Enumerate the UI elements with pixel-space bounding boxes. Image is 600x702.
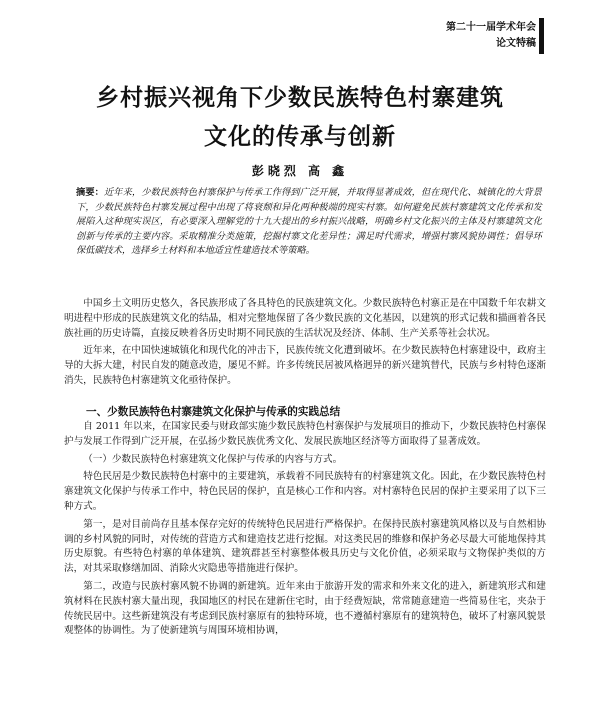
intro-body — [64, 297, 546, 392]
abstract — [76, 186, 542, 259]
intro-paragraph-2: 近年来，在中国快速城镇化和现代化的冲击下，民族传统文化遭到破坏。在少数民族特色村寨建设中，政府主导的大拆大建，村民自发的随意改造，屡见不鲜。许多传统民居被风格迥异的新兴建筑替代，民族与乡村特色逐渐消失，民族特色村寨建筑文化亟待保护。 — [64, 345, 546, 386]
section-paragraph-1: 自 2011 年以来，在国家民委与财政部实施少数民族特色村寨保护与发展项目的推动下，少数民族特色村寨保护与发展工作得到广泛开展，在弘扬少数民族优秀文化、发展民族地区经济等方面取得了显著成效。 — [64, 421, 546, 447]
title-line-1: 乡村振兴视角下少数民族特色村寨建筑 — [96, 84, 504, 111]
authors: 彭晓烈 高 鑫 — [251, 164, 349, 178]
subsection-heading: （一）少数民族特色村寨建筑文化保护与传承的内容与方式。 — [83, 453, 343, 465]
abstract-text: 近年来，少数民族特色村寨保护与传承工作得到广泛开展，并取得显著成效，但在现代化、城镇化的大背景下，少数民族特色村寨发展过程中出现了将衰颓和异化两种极端的现实村寨。如何避免民族村寨建筑文化传承和发展陷入这种现实误区，有必要深入理解党的十九大提出的乡村振兴战略，明确乡村文化振兴的主体及村寨建筑文化创新与传承的主要内容。采取精准分类施策，挖掘村寨文化差异性；满足时代需求，增强村寨风貌协调性；倡导环保低碳技术，选择乡土材料和本地适宜性建造技术等策略。 — [76, 187, 542, 257]
section-paragraph-2: 特色民居是少数民族特色村寨中的主要建筑，承载着不同民族特有的村寨建筑文化。因此，在少数民族特色村寨建筑文化保护与传承工作中，特色民居的保护，直是核心工作和内容。对村寨特色民居的保护主要采用了以下三种方式。 — [64, 471, 546, 512]
header-line-1: 第二十一届学术年会 — [446, 22, 536, 33]
title-line-2: 文化的传承与创新 — [204, 123, 396, 150]
section-paragraph-4: 第二，改造与民族村寨风貌不协调的新建筑。近年来由于旅游开发的需求和外来文化的进入，新建筑形式和建筑材料在民族村寨大量出现，我国地区的村民在建新住宅时，由于经费短缺，常常随意建造一些简易住宅，夹杂于传统民居中。这些新建筑没有考虑到民族村寨原有的独特环境，也不遵循村寨原有的建筑特色，破坏了村寨风貌景观整体的协调性。为了使新建筑与周围环境相协调， — [64, 580, 546, 637]
intro-paragraph-1: 中国乡土文明历史悠久，各民族形成了各具特色的民族建筑文化。少数民族特色村寨正是在中国数千年农耕文明进程中形成的民族建筑文化的结晶，相对完整地保留了各少数民族的文化基因，以建筑的形式记载和描画着各民族社画的历史诗篇，直接反映着各历史时期不同民族的生活状况及经济、体制、生产关系等社会状况。 — [64, 298, 546, 339]
journal-header — [446, 20, 536, 52]
section-heading: 一、少数民族特色村寨建筑文化保护与传承的实践总结 — [86, 406, 341, 418]
section-paragraph-3: 第一，是对目前尚存且基本保存完好的传统特色民居进行严格保护。在保持民族村寨建筑风格以及与自然相协调的乡村风貌的同时，对传统的营造方式和建造技艺进行挖掘。对这类民居的维修和保护务必尽最大可能地保持其历史原貌。有些特色村寨的单体建筑、建筑群甚至村寨整体极具历史与文化价值，必须采取与文物保护类似的方法，对其采取修缮加固、消除火灾隐患等措施进行保护。 — [64, 518, 546, 575]
header-bar-mark — [539, 18, 544, 54]
abstract-label: 摘要： — [76, 187, 104, 198]
header-line-2: 论文特稿 — [496, 38, 536, 49]
section-body — [64, 420, 546, 642]
